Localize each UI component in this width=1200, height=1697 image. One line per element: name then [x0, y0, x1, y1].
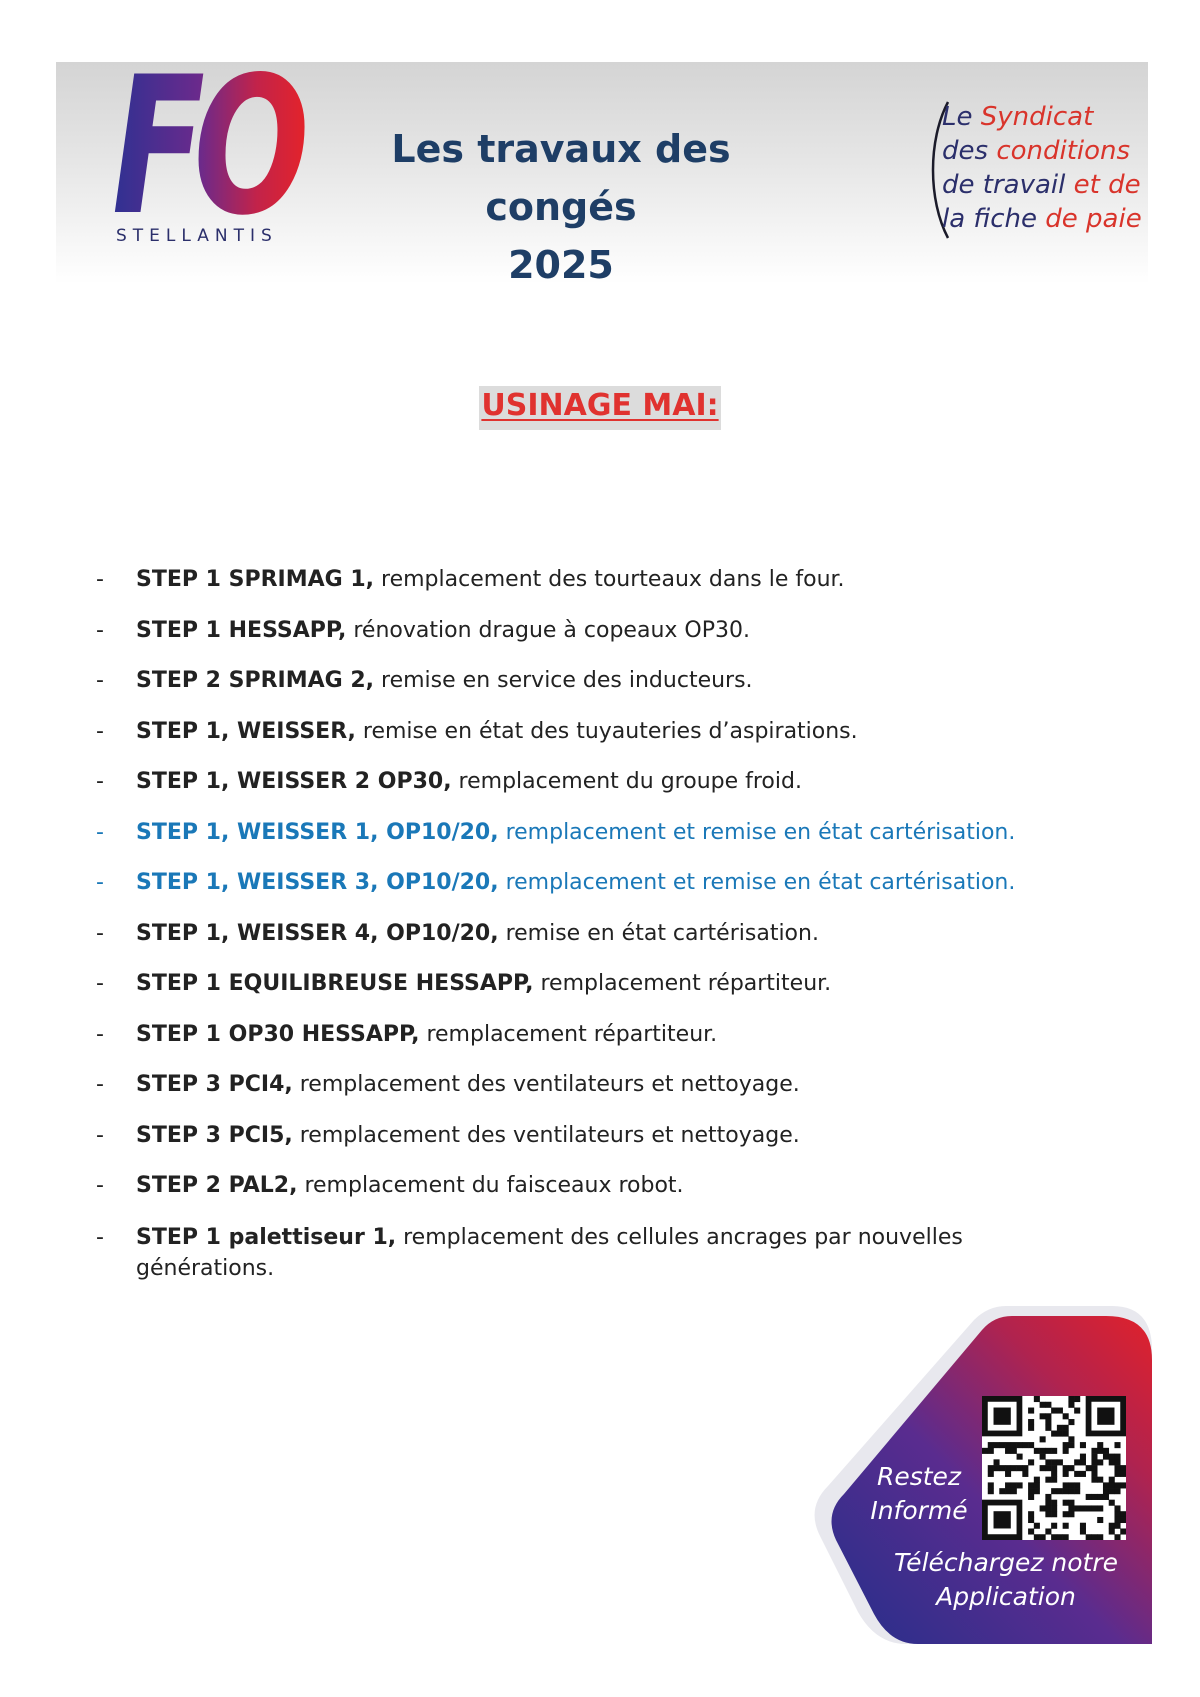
list-item [96, 868, 1096, 898]
list-item-description: remplacement des ventilateurs et nettoyage. [292, 1072, 800, 1097]
union-tagline [928, 100, 1146, 240]
list-item-equipment: STEP 3 PCI5, [136, 1122, 293, 1148]
list-bullet-dash: - [96, 971, 104, 996]
work-list [96, 565, 1096, 1304]
page-title-line1: Les travaux des congés [391, 127, 731, 229]
tagline-red-part: Syndicat [980, 102, 1094, 132]
tagline-red-part: de paie [1045, 204, 1142, 234]
list-item-description: rénovation drague à copeaux OP30. [346, 617, 750, 643]
list-bullet-dash: - [96, 567, 104, 592]
list-item [96, 666, 1096, 696]
list-item [96, 1121, 1096, 1151]
document-header [56, 62, 1148, 287]
svg-text:FO: FO [112, 62, 305, 232]
promo-line3: Téléchargez notre [894, 1548, 1118, 1577]
list-bullet-dash: - [96, 1122, 104, 1148]
list-item-description: remplacement et remise en état cartérisation. [498, 870, 1016, 895]
section-heading [0, 386, 1200, 430]
list-item-description: remise en état cartérisation. [498, 920, 819, 946]
list-bullet-dash: - [96, 1173, 104, 1198]
list-item-equipment: STEP 1 palettiseur 1, [136, 1224, 397, 1250]
list-item-equipment: STEP 1, WEISSER 2 OP30, [136, 769, 452, 794]
list-item-description: remise en service des inducteurs. [374, 668, 753, 693]
tagline-dark-part: des [942, 136, 997, 166]
list-bullet-dash: - [96, 1021, 104, 1047]
page-title-line2: 2025 [508, 243, 614, 287]
list-bullet-dash: - [96, 920, 104, 946]
promo-restez-informe [854, 1460, 984, 1528]
list-item-equipment: STEP 3 PCI4, [136, 1072, 293, 1097]
list-item-equipment: STEP 2 SPRIMAG 2, [136, 668, 375, 693]
promo-line1: Restez [876, 1462, 962, 1491]
list-item-equipment: STEP 2 PAL2, [136, 1173, 298, 1198]
list-item-description: remplacement des cellules ancrages par nouvelles générations. [136, 1224, 963, 1281]
list-item [96, 1020, 1096, 1050]
list-item [96, 1222, 1096, 1284]
list-item-description: remplacement et remise en état cartérisation. [498, 819, 1016, 845]
promo-download-text [876, 1546, 1136, 1614]
list-item [96, 616, 1096, 646]
list-bullet-dash: - [96, 769, 104, 794]
tagline-line [942, 202, 1142, 236]
list-item-description: remplacement du groupe froid. [451, 769, 802, 794]
list-bullet-dash: - [96, 617, 104, 643]
list-bullet-dash: - [96, 1072, 104, 1097]
list-item [96, 969, 1096, 999]
list-bullet-dash: - [96, 870, 104, 895]
logo-subtitle: STELLANTIS [116, 226, 278, 246]
section-heading-label: USINAGE MAI: [479, 386, 720, 430]
list-item-equipment: STEP 1 OP30 HESSAPP, [136, 1021, 420, 1047]
promo-line4: Application [936, 1582, 1076, 1611]
tagline-line [942, 100, 1142, 134]
list-item [96, 818, 1096, 848]
list-item [96, 717, 1096, 747]
list-item [96, 1070, 1096, 1100]
promo-line2: Informé [870, 1496, 968, 1525]
list-item [96, 565, 1096, 595]
fo-logo-mark [86, 62, 316, 232]
qr-code[interactable] [982, 1396, 1126, 1540]
list-bullet-dash: - [96, 1224, 104, 1250]
list-item-equipment: STEP 1 EQUILIBREUSE HESSAPP, [136, 971, 534, 996]
list-item-equipment: STEP 1, WEISSER 4, OP10/20, [136, 920, 499, 946]
list-item-equipment: STEP 1, WEISSER 3, OP10/20, [136, 870, 499, 895]
list-item-equipment: STEP 1 HESSAPP, [136, 617, 347, 643]
page-title [346, 120, 776, 294]
list-item-description: remplacement du faisceaux robot. [297, 1173, 684, 1198]
list-item-description: remplacement des ventilateurs et nettoyage. [292, 1122, 800, 1148]
tagline-red-part: conditions [996, 136, 1131, 166]
fo-logo [86, 62, 316, 262]
qr-pattern [982, 1396, 1126, 1540]
list-item-description: remplacement des tourteaux dans le four. [374, 567, 845, 592]
list-item [96, 1171, 1096, 1201]
tagline-dark-part: de travail [942, 170, 1074, 200]
tagline-red-part: et de [1073, 170, 1141, 200]
list-bullet-dash: - [96, 718, 104, 744]
tagline-text [942, 100, 1142, 236]
tagline-line [942, 134, 1142, 168]
list-item [96, 919, 1096, 949]
list-item-equipment: STEP 1, WEISSER 1, OP10/20, [136, 819, 499, 845]
list-item-description: remplacement répartiteur. [533, 971, 832, 996]
list-bullet-dash: - [96, 819, 104, 845]
list-item-description: remise en état des tuyauteries d’aspirations. [355, 718, 858, 744]
tagline-line [942, 168, 1142, 202]
app-promo-badge[interactable] [806, 1300, 1152, 1644]
list-item [96, 767, 1096, 797]
list-item-equipment: STEP 1 SPRIMAG 1, [136, 567, 375, 592]
list-item-description: remplacement répartiteur. [419, 1021, 718, 1047]
list-item-equipment: STEP 1, WEISSER, [136, 718, 356, 744]
list-bullet-dash: - [96, 668, 104, 693]
tagline-dark-part: Le [942, 102, 981, 132]
tagline-dark-part: la fiche [942, 204, 1046, 234]
